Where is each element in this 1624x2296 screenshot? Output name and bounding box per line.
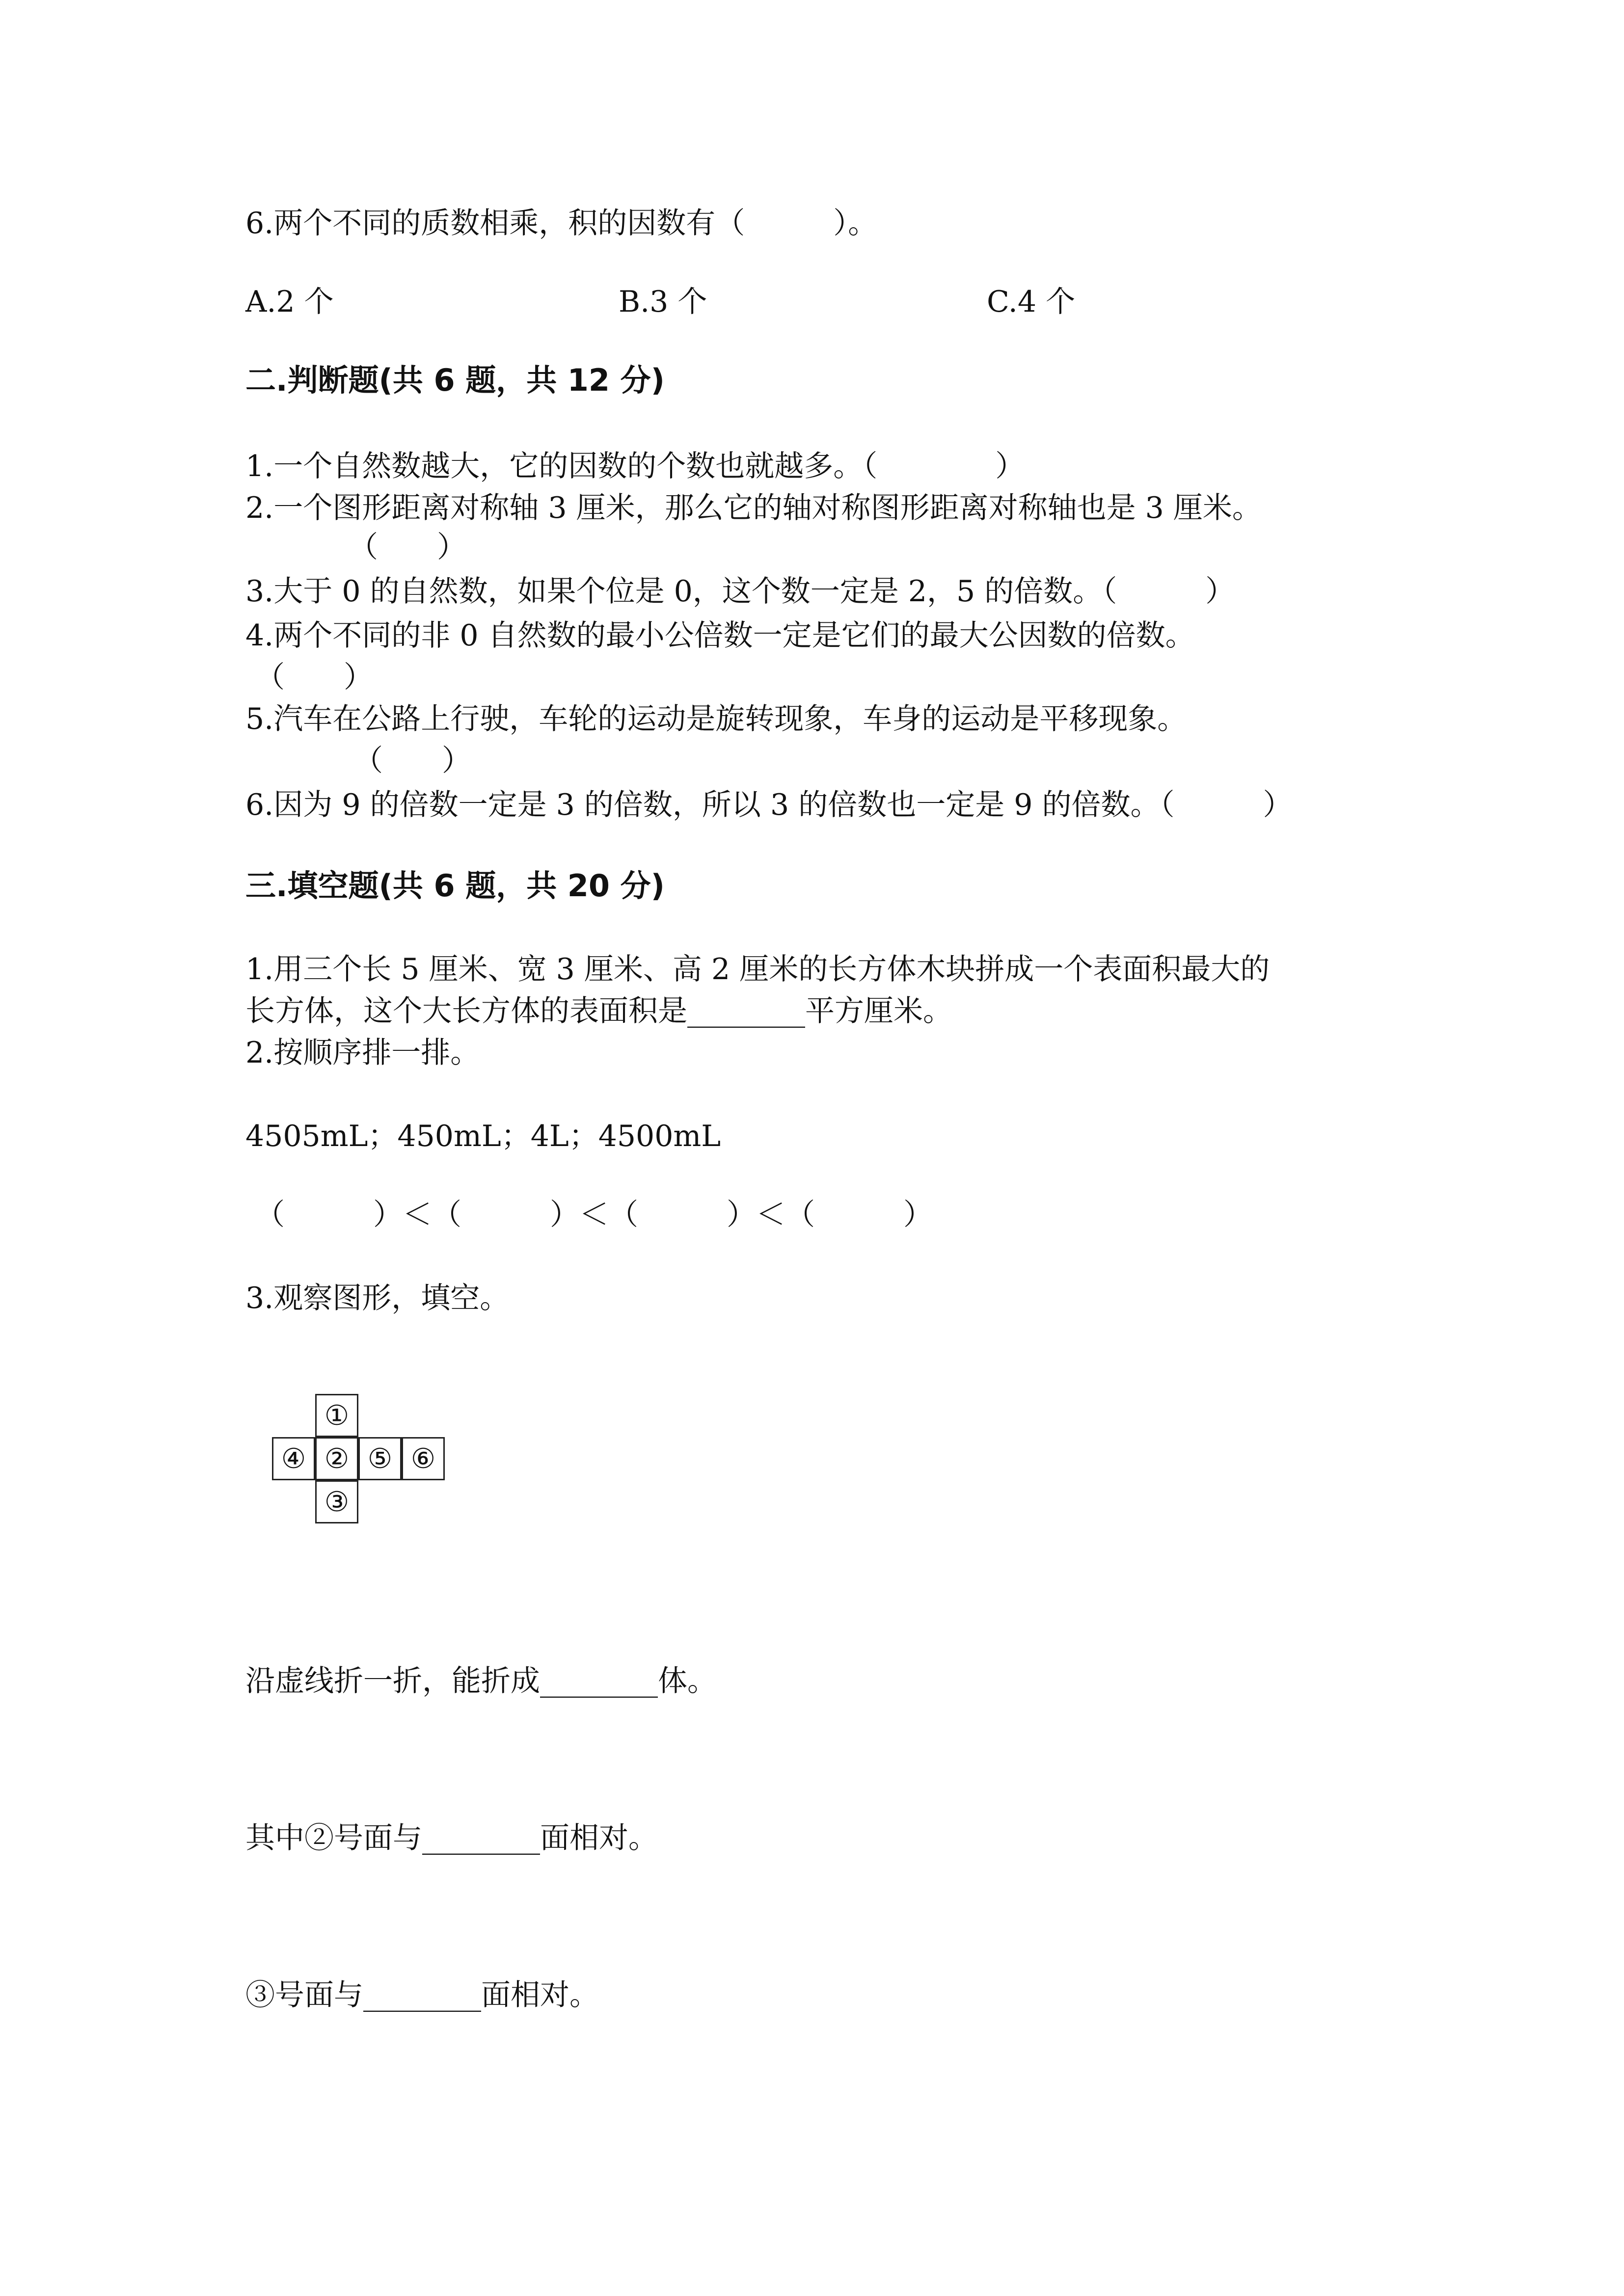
fill-question-2: 2.按顺序排一排。 [245, 1036, 480, 1070]
tf-question-2-answer-paren: （ ） [349, 530, 466, 564]
net-face-2: ② [315, 1437, 358, 1480]
net-face-1: ① [315, 1394, 358, 1437]
option-a: A.2 个 [245, 285, 334, 319]
tf-question-2: 2.一个图形距离对称轴 3 厘米，那么它的轴对称图形距离对称轴也是 3 厘米。 [245, 491, 1262, 525]
volume-values: 4505mL；450mL；4L；4500mL [245, 1119, 721, 1153]
section-heading-true-false: 二.判断题(共 6 题，共 12 分) [245, 362, 665, 398]
net-face-5: ⑤ [358, 1437, 402, 1480]
net-face-3: ③ [315, 1480, 358, 1523]
fill-blank-shape: 沿虚线折一折，能折成________体。 [245, 1664, 717, 1698]
fill-question-3: 3.观察图形，填空。 [245, 1281, 510, 1315]
fill-question-1-line-2: 长方体，这个大长方体的表面积是________平方厘米。 [245, 994, 952, 1028]
tf-question-5: 5.汽车在公路上行驶，车轮的运动是旋转现象，车身的运动是平移现象。 [245, 702, 1187, 736]
net-face-6: ⑥ [402, 1437, 445, 1480]
tf-question-3: 3.大于 0 的自然数，如果个位是 0，这个数一定是 2，5 的倍数。（ ） [245, 574, 1235, 609]
option-c: C.4 个 [987, 285, 1076, 319]
tf-question-5-answer-paren: （ ） [353, 744, 471, 778]
tf-question-6: 6.因为 9 的倍数一定是 3 的倍数，所以 3 的倍数也一定是 9 的倍数。（ ） [245, 788, 1293, 822]
fill-question-1-line-1: 1.用三个长 5 厘米、宽 3 厘米、高 2 厘米的长方体木块拼成一个表面积最大的 [245, 952, 1270, 987]
question-6-multiple-choice: 6.两个不同的质数相乘，积的因数有（ ）。 [245, 206, 878, 240]
tf-question-4: 4.两个不同的非 0 自然数的最小公倍数一定是它们的最大公因数的倍数。 [245, 618, 1195, 653]
tf-question-4-answer-paren: （ ） [255, 660, 373, 694]
option-b: B.3 个 [619, 285, 707, 319]
fill-blank-face-3: ③号面与________面相对。 [245, 1978, 599, 2012]
net-face-4: ④ [272, 1437, 315, 1480]
section-heading-fill-in: 三.填空题(共 6 题，共 20 分) [245, 868, 665, 904]
ordering-blanks: （ ）＜（ ）＜（ ）＜（ ） [255, 1198, 933, 1232]
fill-blank-face-2: 其中②号面与________面相对。 [245, 1821, 658, 1855]
tf-question-1: 1.一个自然数越大，它的因数的个数也就越多。（ ） [245, 449, 1025, 483]
